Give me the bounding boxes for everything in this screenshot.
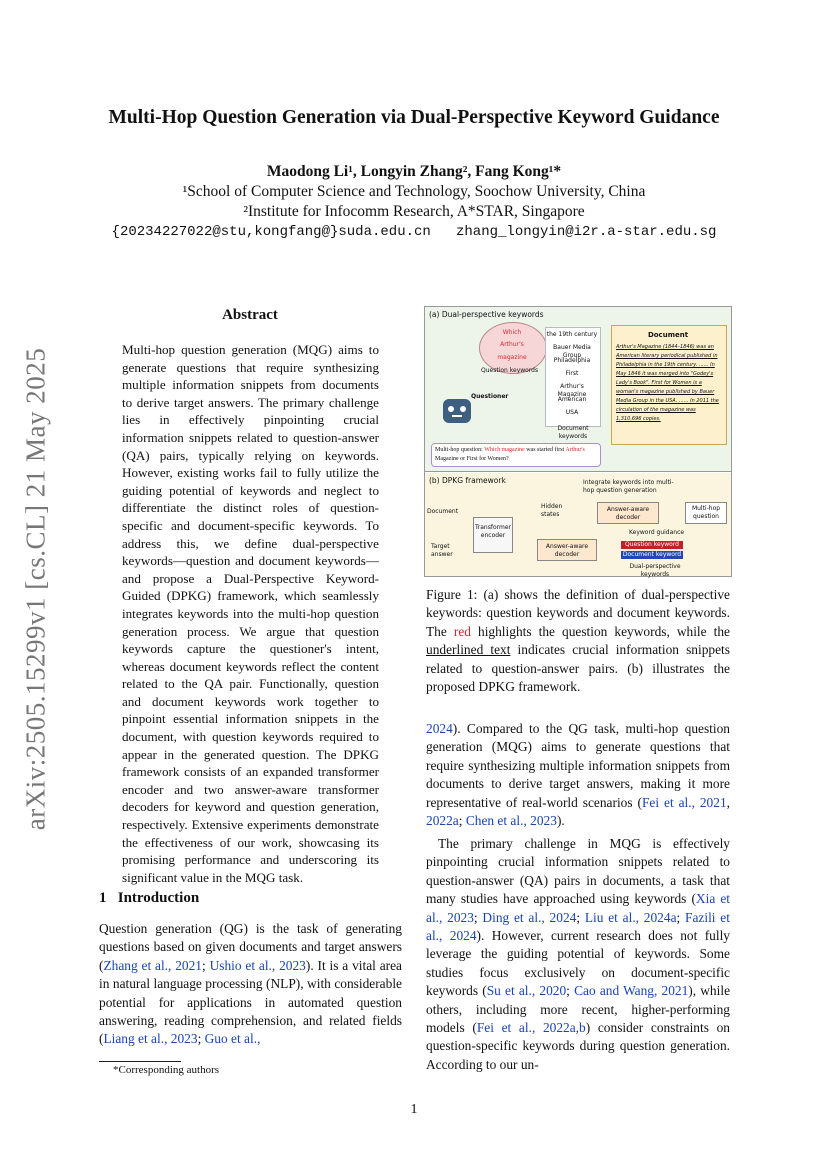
answer-aware-decoder-question: Answer-aware decoder <box>597 502 659 524</box>
footnote: *Corresponding authors <box>113 1064 220 1076</box>
integrate-label: Integrate keywords into multi-hop question generation <box>583 479 674 494</box>
citation-link[interactable]: Ushio et al., 2023 <box>209 957 306 973</box>
affiliation-2: ²Institute for Infocomm Research, A*STAR, Singapore <box>243 203 585 220</box>
citation-link[interactable]: 2022a <box>426 813 459 829</box>
keyword-guidance-label: Keyword guidance <box>629 529 685 536</box>
abstract-text: Multi-hop question generation (MQG) aims to generate questions that require synthesizing multiple information snippets from documents to derive target answers. The primary challenge lies in effectively pinpointing crucial information snippets related to question-answer (QA) pairs, typically relying on keywords. However, existing works fail to fully utilize the guiding potential of keywords and neglect to differentiate the distinct roles of question-specific and document-specific keywords. To address this, we define dual-perspective keywords—question and document keywords—and propose a Dual-Perspective Keyword-Guided (DPKG) framework, which seamlessly integrates keywords into the multi-hop question generation process. We argue that question keywords capture the questioner's intent, whereas document keywords reflect the content related to the QA pair. Functionally, question and document keywords work together to pinpoint essential information snippets in the document, with question keywords required to appear in the generated question. The DPKG framework consists of an expanded transformer encoder and two answer-aware transformer decoders for keyword and question generation, respectively. Extensive experiments demonstrate the effectiveness of our work, showcasing its promising performance and underscoring its significant value in the MQG task. <box>122 342 379 885</box>
abstract-heading: Abstract <box>222 307 278 323</box>
multi-hop-question: Multi-hop question: Which magazine was started first Arthur's Magazine or First for Women? <box>431 443 601 467</box>
document-keyword: Arthur's Magazine <box>557 383 587 398</box>
footnote-rule <box>99 1061 181 1062</box>
citation-link[interactable]: 2024 <box>426 721 453 736</box>
authors: Maodong Li¹, Longyin Zhang², Fang Kong¹* <box>266 163 562 180</box>
transformer-encoder: Transformer encoder <box>473 517 513 553</box>
document-keyword: the 19th century <box>546 331 598 338</box>
arxiv-side-label: arXiv:2505.15299v1 [cs.CL] 21 May 2025 <box>20 347 51 831</box>
citation-link[interactable]: Fei et al., 2021 <box>641 794 727 810</box>
question-keyword: Arthur's <box>500 341 524 348</box>
intro-paragraph-cont: 2024). Compared to the QG task, multi-hop question generation (MQG) aims to generate questions that require synthesizing multiple information snippets from documents to derive target answers, making it more representative of real-world scenarios (Fei et al., 2021, 2022a; Chen et al., 2023). <box>426 721 730 829</box>
figure-1 <box>424 306 732 577</box>
citation-link[interactable]: Chen et al., 2023 <box>465 813 557 829</box>
affiliation-1: ¹School of Computer Science and Technology, Soochow University, China <box>182 183 646 200</box>
document-input-label: Document <box>427 508 459 515</box>
answer-aware-decoder-keyword: Answer-aware decoder <box>537 539 597 561</box>
section-heading: 1 Introduction <box>99 890 200 906</box>
citation-link[interactable]: Xia et al., 2023 <box>426 891 730 925</box>
paper-title: Multi-Hop Question Generation via Dual-Perspective Keyword Guidance <box>108 107 720 128</box>
document-keywords-label: Document keywords <box>557 425 589 440</box>
document-title: Document <box>647 331 689 339</box>
question-keyword: magazine <box>497 354 527 361</box>
citation-link[interactable]: Ding et al., 2024 <box>482 909 577 925</box>
citation-link[interactable]: Fei et al., 2022a,b <box>476 1020 586 1036</box>
author-emails: {20234227022@stu,kongfang@}suda.edu.cn zhang_longyin@i2r.a-star.edu.sg <box>111 224 717 240</box>
figure-panel-a <box>425 307 731 472</box>
citation-link[interactable]: Cao and Wang, 2021 <box>574 983 689 999</box>
document-keyword: American <box>557 396 587 403</box>
document-keyword: First <box>565 370 579 377</box>
document-keyword: USA <box>565 409 579 416</box>
robot-icon <box>443 399 471 423</box>
target-answer-label: Target answer <box>431 543 453 558</box>
figure-caption: Figure 1: (a) shows the definition of dual-perspective keywords: question keywords and document keywords. The red highlights the question keywords, while the underlined text indicates crucial information snippets related to question-answer pairs. (b) illustrates the proposed DPKG framework. <box>426 587 730 695</box>
figure-panel-b <box>425 473 731 576</box>
questioner-label: Questioner <box>471 393 509 400</box>
multi-hop-question-output: Multi-hop question <box>685 502 727 524</box>
intro-paragraph-2: The primary challenge in MQG is effectively pinpointing crucial information snippets related to question-answer (QA) pairs in documents, a task that many studies have approached using keywords (Xia et al., 2023; Ding et al., 2024; Liu et al., 2024a; Fazili et al., 2024). However, current research does not fully leverage the guiding potential of keywords. Some studies focus exclusively on document-specific keywords (Su et al., 2020; Cao and Wang, 2021), while others, including more recent, higher-performing models (Fei et al., 2022a,b) consider constraints on question-specific keywords during question generation. According to our un- <box>426 836 731 1072</box>
document-keyword: Bauer Media Group <box>553 344 591 359</box>
dual-perspective-keywords-label: Dual-perspective keywords <box>629 563 681 578</box>
page-number: 1 <box>410 1102 418 1117</box>
intro-paragraph: Question generation (QG) is the task of generating questions based on given documents and target answers (Zhang et al., 2021; Ushio et al., 2023). It is a vital area in natural language processing (NLP), with considerable potential for applications in automated question answering, reading comprehension, and related fields (Liang et al., 2023; Guo et al., <box>99 921 402 1047</box>
citation-link[interactable]: Zhang et al., 2021 <box>103 957 202 973</box>
document-keyword: Philadelphia <box>553 357 591 364</box>
citation-link[interactable]: Liu et al., 2024a <box>584 909 677 925</box>
question-keyword: Which <box>502 329 522 336</box>
citation-link[interactable]: Guo et al., <box>204 1031 261 1047</box>
citation-link[interactable]: Fazili et al., 2024 <box>426 909 730 944</box>
document-text: Arthur's Magazine (1844–1846) was an American literary periodical published in Philadelphia in the 19th century. ...... In May 1846 it was merged into "Godey's Lady's Book". First for Women is a woman's magazine published by Bauer Media Group in the USA. ...... In 2011 the circulation of the magazine was 1,310,696 copies. <box>616 344 719 422</box>
citation-link[interactable]: Su et al., 2020 <box>486 983 567 999</box>
question-keywords-label: Question keywords <box>481 367 539 374</box>
hidden-states-label: Hidden states <box>541 503 563 518</box>
panel-b-label: (b) DPKG framework <box>429 476 506 485</box>
panel-a-label: (a) Dual-perspective keywords <box>429 310 544 319</box>
citation-link[interactable]: Liang et al., 2023 <box>103 1031 198 1047</box>
document-keyword-output: Document keyword <box>622 551 682 558</box>
question-keyword-output: Question keyword <box>621 541 683 549</box>
